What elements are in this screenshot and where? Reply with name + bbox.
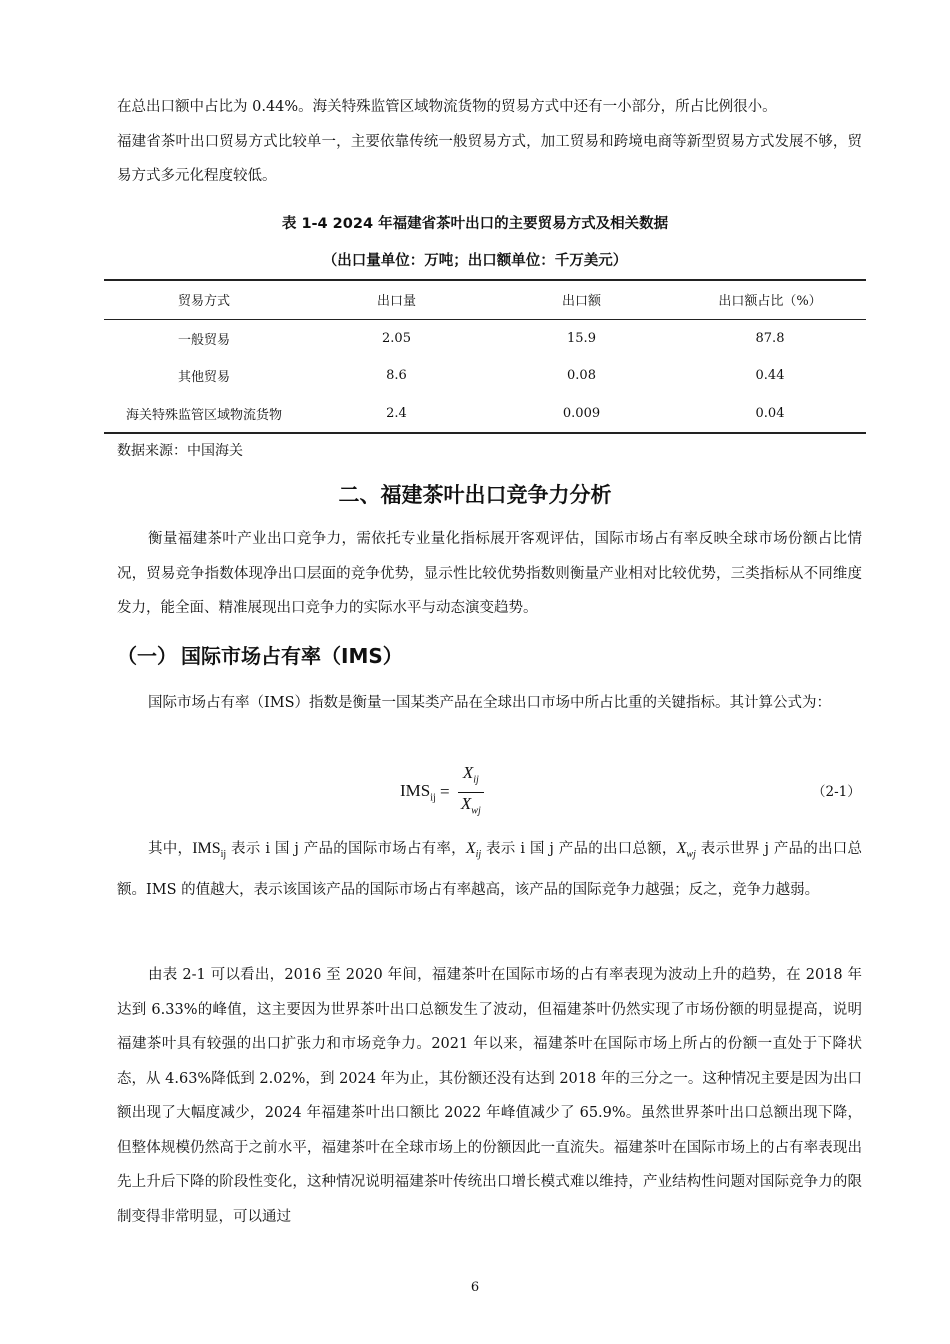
section-title: 二、福建茶叶出口竞争力分析 xyxy=(338,483,612,507)
formula-denominator xyxy=(458,793,484,822)
table-cell: 其他贸易 xyxy=(177,370,230,386)
inline-math-xij xyxy=(465,840,482,861)
table-row xyxy=(104,357,866,395)
table-cell: 0.44 xyxy=(755,368,785,384)
explanation-text: 表示世界 j 产品的出口总额。IMS 的值越大，表示该国该产品的国际市场占有率越高，该产品的国际竞争力越强；反之，竞争力越弱。 xyxy=(117,841,862,898)
formula-denominator-subscript: wj xyxy=(471,804,481,816)
formula-lhs-symbol: IMS xyxy=(400,780,431,800)
paragraph-text: 福建省茶叶出口贸易方式比较单一，主要依靠传统一般贸易方式，加工贸易和跨境电商等新型贸易方式发展不够，贸易方式多元化程度较低。 xyxy=(117,133,862,184)
table-units: （出口量单位：万吨；出口额单位：千万美元） xyxy=(322,253,628,269)
explanation-text: 表示 i 国 j 产品的国际市场占有率， xyxy=(226,841,466,857)
inline-math-symbol: IMS xyxy=(192,840,221,857)
inline-math-subscript: wj xyxy=(686,849,696,861)
inline-math-symbol: X xyxy=(465,840,476,857)
table-header-cell: 出口额 xyxy=(489,280,674,319)
table-row xyxy=(104,319,866,357)
table-cell: 87.8 xyxy=(755,330,785,346)
explanation-text: 其中， xyxy=(148,841,193,857)
table-cell: 15.9 xyxy=(567,330,596,346)
formula-lhs xyxy=(400,781,436,803)
table-cell: 海关特殊监管区域物流货物 xyxy=(104,395,304,434)
equation-number: （2-1） xyxy=(812,784,861,800)
table-header-cell: 出口量 xyxy=(304,280,489,319)
paragraph-formula-explanation xyxy=(117,832,862,907)
formula-numerator-subscript: ij xyxy=(473,774,479,786)
subsection-label: 国际市场占有率（IMS） xyxy=(181,644,403,668)
formula-numerator xyxy=(460,762,482,791)
table-cell: 一般贸易 xyxy=(177,332,230,348)
paragraph-line: 在总出口额中占比为 0.44%。海关特殊监管区域物流货物的贸易方式中还有一小部分，所占比例很小。 xyxy=(117,99,777,115)
table-cell: 2.4 xyxy=(304,395,489,434)
inline-math-subscript: ij xyxy=(220,849,227,861)
inline-math-symbol: X xyxy=(676,840,687,857)
inline-math-subscript: ij xyxy=(475,849,482,861)
formula-fraction xyxy=(458,762,484,822)
trade-mode-table xyxy=(104,279,866,434)
formula-equals: = xyxy=(435,782,454,801)
paragraph-intro-continued xyxy=(117,90,862,194)
table-source: 数据来源：中国海关 xyxy=(117,443,243,459)
subsection-number: （一） xyxy=(117,644,177,668)
formula-numerator-symbol: X xyxy=(462,763,474,783)
table-caption: 表 1-4 2024 年福建省茶叶出口的主要贸易方式及相关数据 xyxy=(281,216,669,232)
formula-lhs-subscript: ij xyxy=(430,792,436,804)
table-row xyxy=(104,395,866,434)
paragraph-ims-definition: 国际市场占有率（IMS）指数是衡量一国某类产品在全球出口市场中所占比重的关键指标。其计算公式为： xyxy=(148,695,832,711)
table-cell: 0.009 xyxy=(489,395,674,434)
table-cell: 8.6 xyxy=(386,368,407,384)
page-number: 6 xyxy=(470,1280,480,1295)
paragraph-indicators: 衡量福建茶叶产业出口竞争力，需依托专业量化指标展开客观评估，国际市场占有率反映全球市场份额占比情况，贸易竞争指数体现净出口层面的竞争优势，显示性比较优势指数则衡量产业相对比较优势，三类指标从不同维度发力，能全面、精准展现出口竞争力的实际水平与动态演变趋势。 xyxy=(117,531,862,616)
formula-denominator-symbol: X xyxy=(460,793,472,813)
table-cell: 2.05 xyxy=(382,330,411,346)
subsection-title xyxy=(117,641,403,671)
table-header-cell: 贸易方式 xyxy=(104,280,304,319)
table-header-cell: 出口额占比（%） xyxy=(674,280,866,319)
table-cell: 0.08 xyxy=(567,368,596,384)
paragraph-ims-analysis: 由表 2-1 可以看出，2016 至 2020 年间，福建茶叶在国际市场的占有率表现为波动上升的趋势，在 2018 年达到 6.33%的峰值，这主要因为世界茶叶出口总额发生了波动，但福建茶叶仍然实现了市场份额的明显提高，说明福建茶叶具有较强的出口扩张力和市场竞争力。2021 年以来，福建茶叶在国际市场上所占的份额一直处于下降状态，从 4.63%降低到 2.02%，到 2024 年为止，其份额还没有达到 2018 年的三分之一。这种情况主要是因为出口额出现了大幅度减少，2024 年福建茶叶出口额比 2022 年峰值减少了 65.9%。虽然世界茶叶出口总额出现下降，但整体规模仍然高于之前水平，福建茶叶在全球市场上的份额因此一直流失。福建茶叶在国际市场上的占有率表现出先上升后下降的阶段性变化，这种情况说明福建茶叶传统出口增长模式难以维持，产业结构性问题对国际竞争力的限制变得非常明显，可以通过 xyxy=(117,967,862,1225)
table-cell: 0.04 xyxy=(674,395,866,434)
inline-math-ims xyxy=(192,840,227,861)
inline-math-xwj xyxy=(676,840,696,861)
ims-formula xyxy=(400,762,484,822)
explanation-text: 表示 i 国 j 产品的出口总额， xyxy=(481,841,677,857)
table-header-row xyxy=(104,280,866,319)
